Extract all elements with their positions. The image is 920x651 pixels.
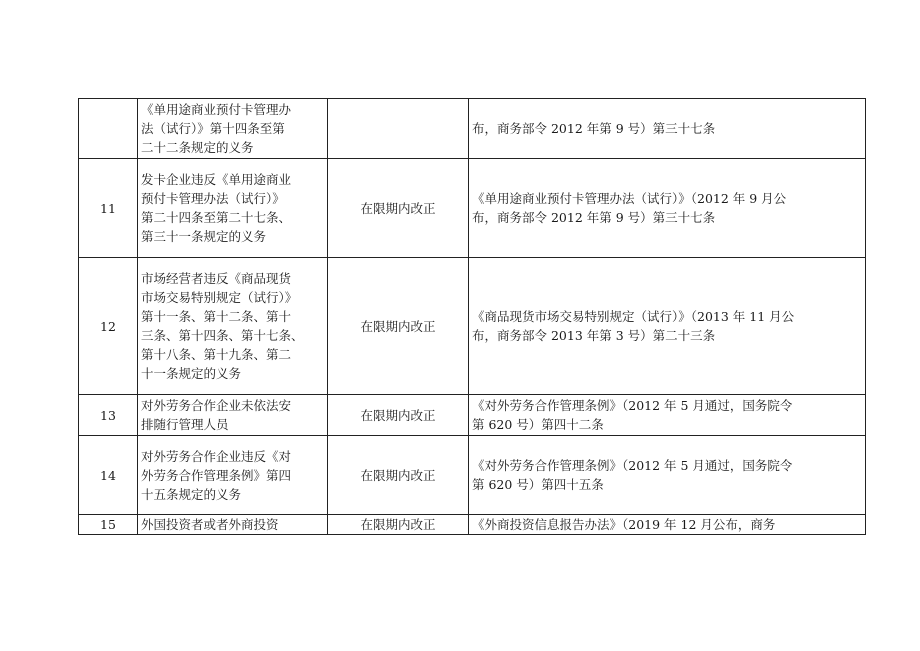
basis-text: 《外商投资信息报告办法》（2019 年 12 月公布，商务 (472, 517, 776, 532)
matter-text: 外国投资者或者外商投资 (141, 517, 279, 532)
table-row (79, 159, 866, 258)
row-number: 14 (79, 436, 138, 515)
matter-text: 发卡企业违反《单用途商业 预付卡管理办法（试行）》 第二十四条至第二十七条、 第三十一条规定的义务 (141, 172, 292, 244)
matter-text: 对外劳务合作企业未依法安 排随行管理人员 (141, 398, 292, 432)
matter-text: 对外劳务合作企业违反《对 外劳务合作管理条例》第四 十五条规定的义务 (141, 448, 292, 502)
matter-text: 《单用途商业预付卡管理办 法（试行）》第十四条至第 二十二条规定的义务 (141, 102, 292, 155)
basis-cell (469, 159, 866, 258)
basis-text: 布，商务部令 2012 年第 9 号）第三十七条 (472, 121, 716, 136)
basis-text: 《商品现货市场交易特别规定（试行）》（2013 年 11 月公 布，商务部令 2013 年第 3 号）第二十三条 (472, 309, 795, 343)
row-number: 11 (79, 159, 138, 258)
basis-text: 《单用途商业预付卡管理办法（试行）》（2012 年 9 月公 布，商务部令 2012 年第 9 号）第三十七条 (472, 191, 787, 225)
row-number (79, 99, 138, 159)
measure-cell: 在限期内改正 (328, 395, 469, 436)
basis-cell (469, 395, 866, 436)
table-row (79, 436, 866, 515)
table-row (79, 99, 866, 159)
matter-cell (138, 515, 328, 535)
measure-cell: 在限期内改正 (328, 436, 469, 515)
measure-cell: 在限期内改正 (328, 159, 469, 258)
table-row (79, 515, 866, 535)
matter-cell (138, 99, 328, 159)
basis-cell (469, 436, 866, 515)
basis-text: 《对外劳务合作管理条例》（2012 年 5 月通过，国务院令 第 620 号）第四十五条 (472, 458, 793, 492)
basis-cell (469, 515, 866, 535)
matter-cell (138, 395, 328, 436)
row-number: 15 (79, 515, 138, 535)
basis-cell (469, 258, 866, 395)
measure-cell (328, 99, 469, 159)
measure-cell: 在限期内改正 (328, 258, 469, 395)
regulation-table (78, 98, 866, 535)
measure-cell: 在限期内改正 (328, 515, 469, 535)
row-number: 12 (79, 258, 138, 395)
matter-cell (138, 258, 328, 395)
row-number: 13 (79, 395, 138, 436)
basis-text: 《对外劳务合作管理条例》（2012 年 5 月通过，国务院令 第 620 号）第四十二条 (472, 398, 793, 432)
matter-cell (138, 159, 328, 258)
table-row (79, 395, 866, 436)
table-row (79, 258, 866, 395)
matter-cell (138, 436, 328, 515)
matter-text: 市场经营者违反《商品现货 市场交易特别规定（试行）》 第十一条、第十二条、第十 三条、第十四条、第十七条、 第十八条、第十九条、第二 十一条规定的义务 (141, 271, 304, 381)
basis-cell (469, 99, 866, 159)
